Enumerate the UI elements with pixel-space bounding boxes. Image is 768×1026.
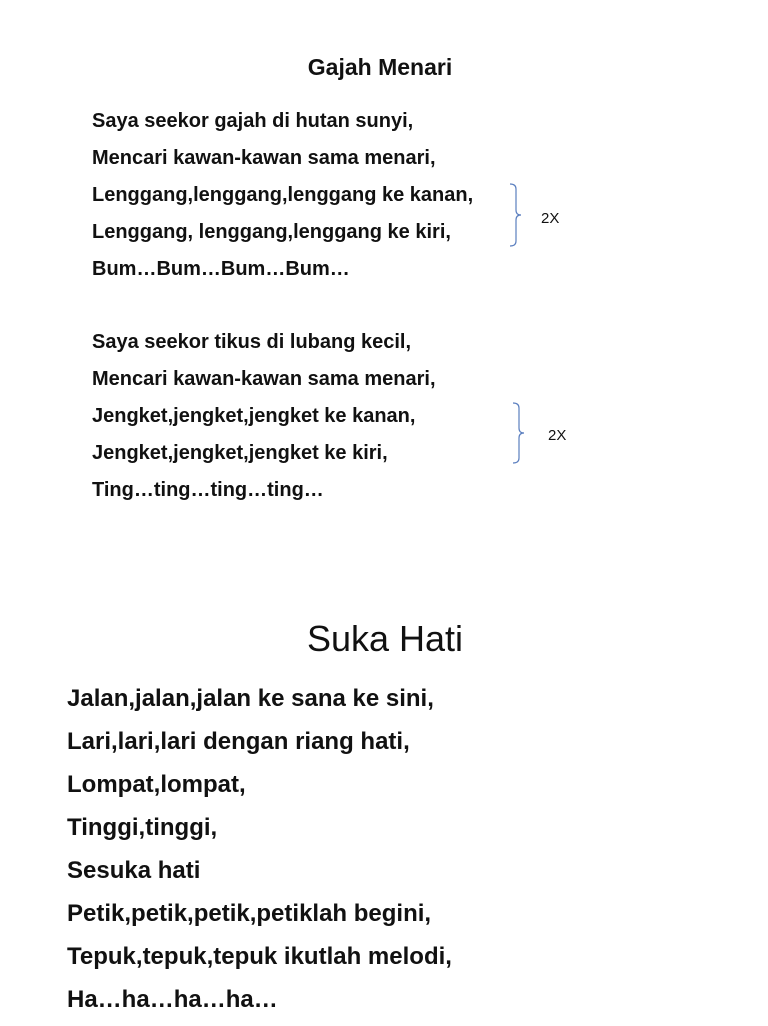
song-suka-hati-title: Suka Hati: [306, 618, 464, 659]
repeat-marker: 2X: [541, 210, 560, 227]
lyric-line: Tepuk,tepuk,tepuk ikutlah melodi,: [67, 943, 452, 970]
verse-suka-hati: [67, 682, 452, 1026]
repeat-marker: 2X: [548, 427, 567, 444]
lyric-line: Ha…ha…ha…ha…: [67, 986, 278, 1013]
lyric-line: Lenggang,lenggang,lenggang ke kanan,: [92, 184, 474, 206]
song-gajah-menari-title: Gajah Menari: [307, 54, 453, 80]
lyric-line: Jalan,jalan,jalan ke sana ke sini,: [67, 685, 434, 712]
lyric-line: Tinggi,tinggi,: [67, 814, 218, 841]
lyric-line: Ting…ting…ting…ting…: [92, 479, 324, 501]
verse-gajah: [92, 107, 473, 292]
lyric-line: Jengket,jengket,jengket ke kiri,: [92, 442, 388, 464]
lyric-line: Lenggang, lenggang,lenggang ke kiri,: [92, 221, 451, 243]
lyric-line: Lompat,lompat,: [67, 771, 246, 798]
verse-tikus: [92, 328, 436, 513]
repeat-brace: [512, 402, 526, 464]
repeat-brace: [509, 183, 523, 247]
lyric-line: Saya seekor tikus di lubang kecil,: [92, 331, 412, 353]
lyric-line: Mencari kawan-kawan sama menari,: [92, 368, 436, 390]
lyric-line: Mencari kawan-kawan sama menari,: [92, 147, 436, 169]
lyric-line: Lari,lari,lari dengan riang hati,: [67, 728, 410, 755]
lyric-line: Sesuka hati: [67, 857, 201, 884]
lyric-line: Saya seekor gajah di hutan sunyi,: [92, 110, 414, 132]
lyric-line: Jengket,jengket,jengket ke kanan,: [92, 405, 416, 427]
lyric-line: Bum…Bum…Bum…Bum…: [92, 258, 350, 280]
lyric-line: Petik,petik,petik,petiklah begini,: [67, 900, 432, 927]
